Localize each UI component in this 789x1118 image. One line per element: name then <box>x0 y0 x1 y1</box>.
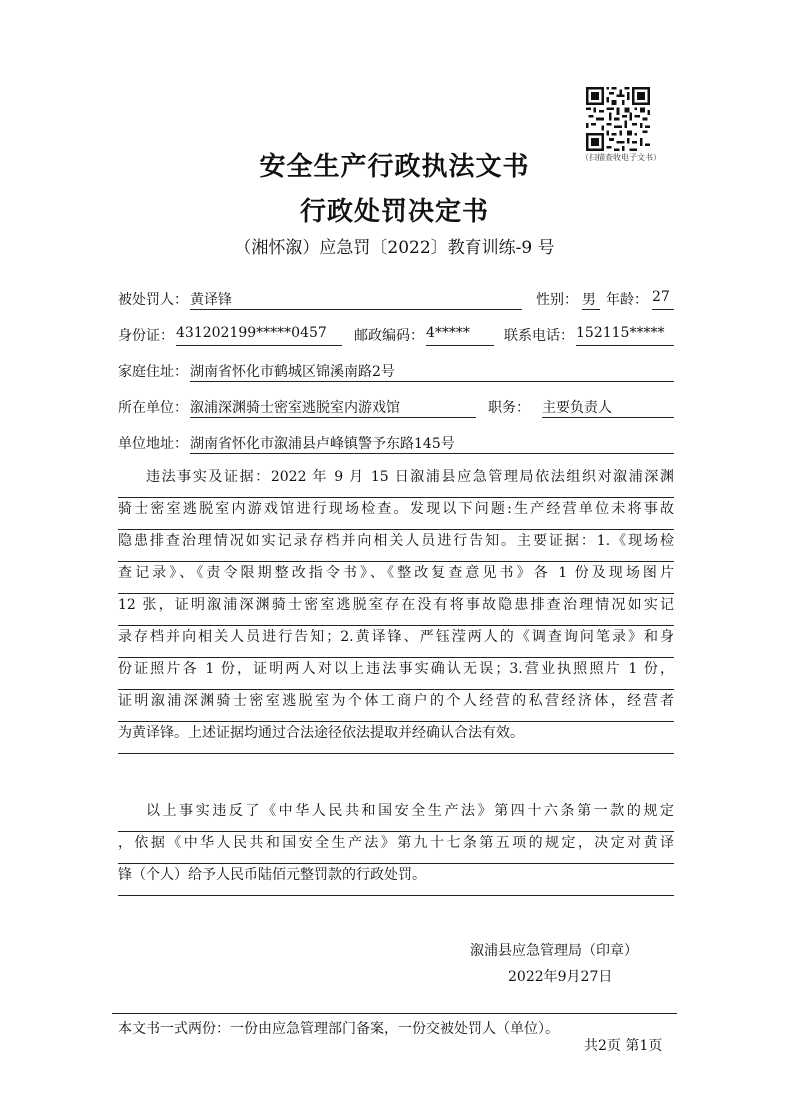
id-value: 431202199*****0457 <box>176 325 342 346</box>
employer-value: 溆浦深渊骑士密室逃脱室内游戏馆 <box>190 397 476 418</box>
facts-paragraph <box>118 466 674 754</box>
qr-caption: （扫描查收电子文书） <box>581 153 661 162</box>
footer-note: 本文书一式两份：一份由应急管理部门备案，一份交被处罚人（单位）。 <box>118 1021 559 1037</box>
home-address-row <box>118 361 674 385</box>
qr-code-image <box>586 87 650 151</box>
phone-label: 联系电话： <box>504 328 574 344</box>
footer-divider <box>112 1013 677 1014</box>
employer-address-row <box>118 433 674 457</box>
issue-date: 2022年9月27日 <box>508 969 613 985</box>
employer-label: 所在单位： <box>118 400 188 416</box>
facts-line: 查记录》、《责令限期整改指令书》、《整改复查意见书》各 1 份及现场图片 <box>118 562 674 594</box>
penalized-party-row <box>118 289 674 313</box>
decision-line: 锋（个人）给予人民币陆佰元整罚款的行政处罚。 <box>118 864 674 896</box>
position-value: 主要负责人 <box>542 397 674 418</box>
gender-value: 男 <box>582 289 600 310</box>
decision-line: 以上事实违反了《中华人民共和国安全生产法》第四十六条第一款的规定 <box>118 800 674 832</box>
position-label: 职务： <box>488 400 530 416</box>
facts-line: 12 张，证明溆浦深渊骑士密室逃脱室存在没有将事故隐患排查治理情况如实记 <box>118 594 674 626</box>
page-count: 共2页 第1页 <box>584 1038 663 1054</box>
penalized-label: 被处罚人： <box>118 292 188 308</box>
id-row <box>118 325 674 349</box>
penalized-value: 黄译锋 <box>190 289 522 310</box>
employer-row <box>118 397 674 421</box>
facts-line: 证明溆浦深渊骑士密室逃脱室为个体工商户的个人经营的私营经济体，经营者 <box>118 690 674 722</box>
document-title: 安全生产行政执法文书 <box>259 152 530 182</box>
facts-line: 隐患排查治理情况如实记录存档并向相关人员进行告知。主要证据：1.《现场检 <box>118 530 674 562</box>
issuing-authority: 溆浦县应急管理局（印章） <box>470 943 638 959</box>
employer-address-value: 湖南省怀化市溆浦县卢峰镇警予东路145号 <box>190 433 674 454</box>
home-address-value: 湖南省怀化市鹤城区锦溪南路2号 <box>190 361 674 382</box>
id-label: 身份证： <box>118 328 174 344</box>
age-value: 27 <box>652 289 674 310</box>
facts-line: 违法事实及证据：2022 年 9 月 15 日溆浦县应急管理局依法组织对溆浦深渊 <box>118 466 674 498</box>
phone-value: 152115***** <box>576 325 674 346</box>
decision-line: ，依据《中华人民共和国安全生产法》第九十七条第五项的规定，决定对黄译 <box>118 832 674 864</box>
facts-line: 份证照片各 1 份，证明两人对以上违法事实确认无误；3.营业执照照片 1 份， <box>118 658 674 690</box>
facts-line: 骑士密室逃脱室内游戏馆进行现场检查。发现以下问题:生产经营单位未将事故 <box>118 498 674 530</box>
employer-address-label: 单位地址： <box>118 436 188 452</box>
facts-line: 录存档并向相关人员进行告知；2.黄译锋、严钰滢两人的《调查询问笔录》和身 <box>118 626 674 658</box>
age-label: 年龄： <box>606 292 648 308</box>
facts-line: 为黄译锋。上述证据均通过合法途径依法提取并经确认合法有效。 <box>118 722 674 754</box>
document-number: （湘怀溆）应急罚〔2022〕教育训练-9 号 <box>234 238 555 258</box>
document-subtitle: 行政处罚决定书 <box>299 197 489 227</box>
decision-paragraph <box>118 800 674 896</box>
gender-label: 性别： <box>536 292 578 308</box>
home-address-label: 家庭住址： <box>118 364 188 380</box>
postcode-value: 4***** <box>426 325 494 346</box>
postcode-label: 邮政编码： <box>354 328 424 344</box>
